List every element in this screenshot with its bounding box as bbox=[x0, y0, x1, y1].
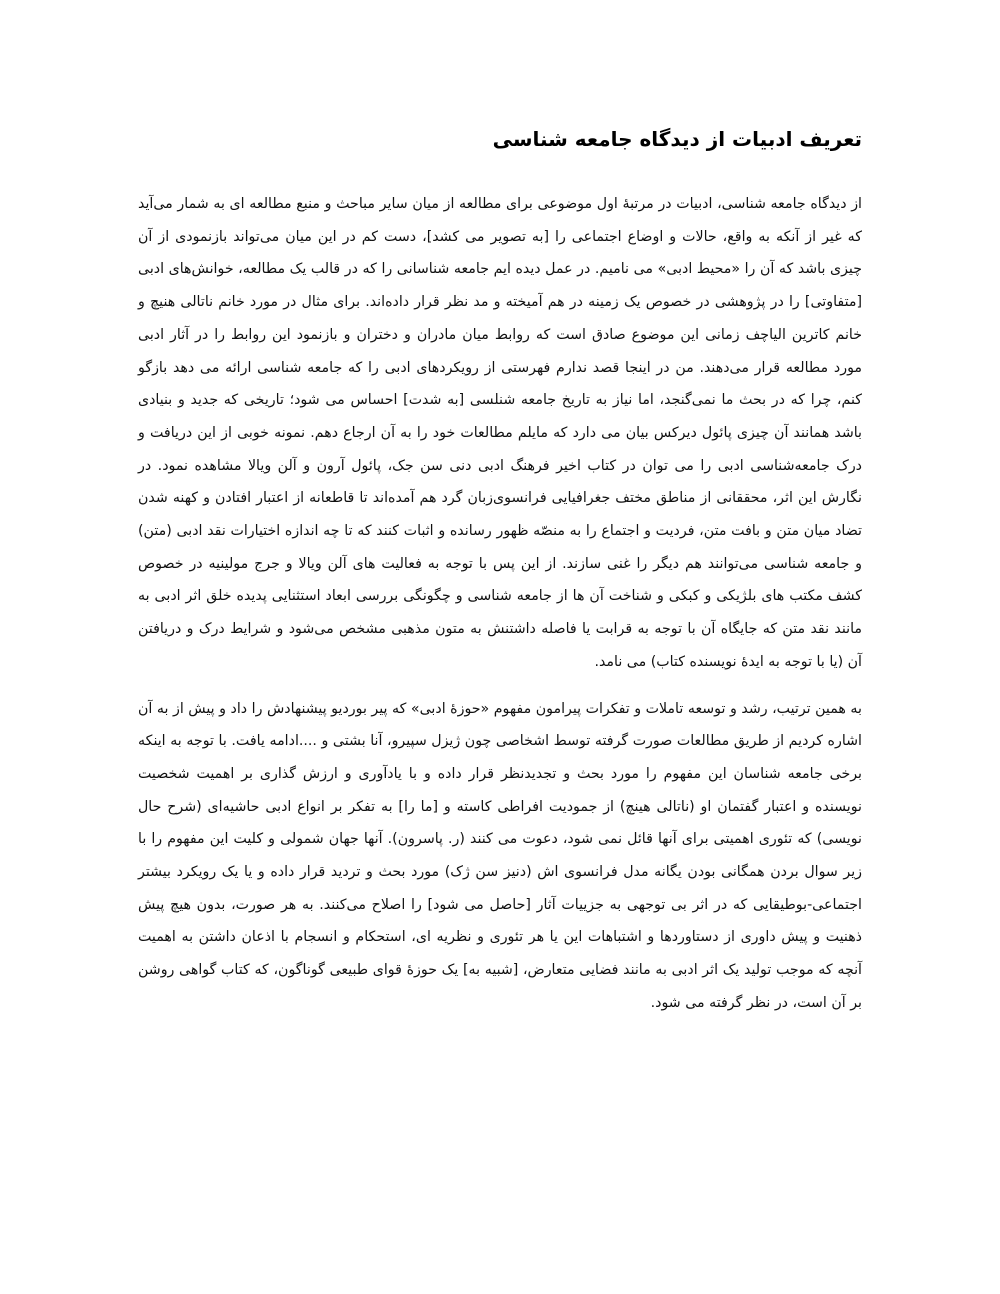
body-paragraph-1: از دیدگاه جامعه شناسی، ادبیات در مرتبۀ اول موضوعی برای مطالعه از میان سایر مباحث و منبع مطالعه ای به شمار می‌آید که غیر از آنکه به واقع، حالات و اوضاع اجتماعی را [به تصویر می کشد]، دست کم در این میان می‌تواند بازنمودی از آن چیزی باشد که آن را «محیط ادبی» می نامیم. در عمل دیده ایم جامعه شناسانی را که در قالب یک مطالعه، خوانش‌های ادبی [متفاوتی] را در پژوهشی در خصوص یک زمینه در هم آمیخته و مد نظر قرار داده‌اند. برای مثال در مورد خانم ناتالی هنیچ و خانم کاترین الیاچف زمانی این موضوع صادق است که روابط میان مادران و دختران و بازنمود این روابط را در آثار ادبی مورد مطالعه قرار می‌دهند. من در اینجا قصد ندارم فهرستی از رویکردهای ادبی را که جامعه شناسی ارائه می دهد بازگو کنم، چرا که در بحث ما نمی‌گنجد، اما نیاز به تاریخ جامعه شنلسی [به شدت] احساس می شود؛ تاریخی که جدید و بنیادی باشد همانند آن چیزی پائول دیرکس بیان می دارد که مایلم مطالعات خود را به آن ارجاع دهم. نمونه خوبی از این دریافت و درک جامعه‌شناسی ادبی را می توان در کتاب اخیر فرهنگ ادبی دنی سن جک، پائول آرون و آلن ویالا مشاهده نمود. در نگارش این اثر، محققانی از مناطق مختف جغرافیایی فرانسوی‌زبان گرد هم آمده‌اند تا قاطعانه از اعتبار افتادن و کهنه شدن تضاد میان متن و بافت متن، فردیت و اجتماع را به منصّه ظهور رسانده و اثبات کنند که تا چه اندازه اختیارات نقد ادبی (متن) و جامعه شناسی می‌توانند هم دیگر را غنی سازند. از این پس با توجه به فعالیت های آلن ویالا و جرج مولینیه در خصوص کشف مکتب های بلژیکی و کبکی و شناخت آن ها از جامعه شناسی و چگونگی بررسی ابعاد استثنایی پدیده خلق اثر ادبی به مانند نقد متن که جایگاه آن با توجه به قرابت یا فاصله داشتنش به متون مذهبی مشخص می‌شود و شرایط درک و دریافتن آن (یا با توجه به ایدۀ نویسنده کتاب) می نامد. bbox=[138, 196, 862, 670]
document-title: تعریف ادبیات از دیدگاه جامعه شناسی bbox=[492, 127, 862, 151]
body-paragraph-2: به همین ترتیب، رشد و توسعه تاملات و تفکرات پیرامون مفهوم «حوزۀ ادبی» که پیر بوردیو پیشنهادش را داد و پیش از به آن اشاره کردیم از طریق مطالعات صورت گرفته توسط اشخاصی چون ژیزل سپیرو، آنا بشتی و ....ادامه یافت. با توجه به اینکه برخی جامعه شناسان این مفهوم را مورد بحث و تجدیدنظر قرار داده و با یادآوری و ارزش گذاری بر اهمیت شخصیت نویسنده و اعتبار گفتمان او (ناتالی هینچ) از جمودیت افراطی کاسته و [ما را] به تفکر بر انواع ادبی حاشیه‌ای (شرح حال نویسی) که تئوری اهمیتی برای آنها قائل نمی شود، دعوت می کنند (ر. پاسرون). آنها جهان شمولی و کلیت این مفهوم را با زیر سوال بردن همگانی بودن یگانه مدل فرانسوی اش (دنیز سن ژک) مورد بحث و تردید قرار داده و یا یک رویکرد بیشتر اجتماعی-بوطیقایی که در اثر بی توجهی به جزییات آثار [حاصل می شود] را اصلاح می‌کنند. به هر صورت، بدون هیچ پیش ذهنیت و پیش داوری از دستاوردها و اشتباهات این یا هر تئوری و نظریه ای، استحکام و انسجام با اذعان داشتن به اهمیت آنچه که موجب تولید یک اثر ادبی به مانند فضایی متعارض، [شبیه به] یک حوزۀ قوای طبیعی گوناگون، که کتاب گواهی روشن بر آن است، در نظر گرفته می شود. bbox=[138, 700, 862, 1011]
